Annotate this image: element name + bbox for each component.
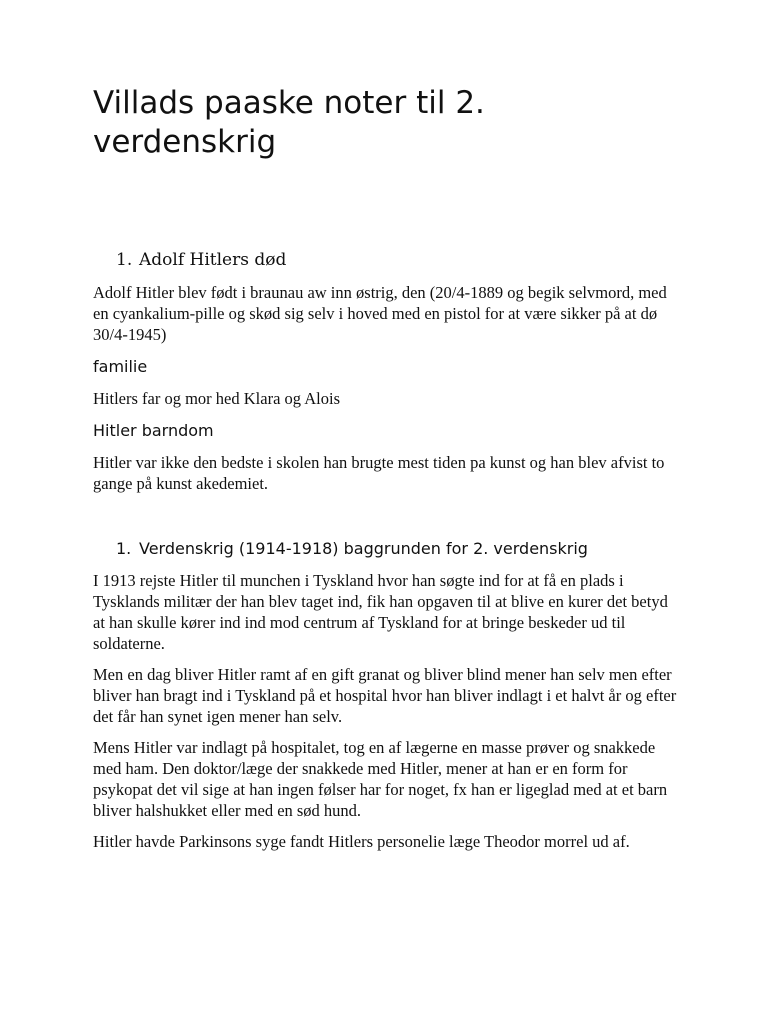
- document-title: Villads paaske noter til 2. verdenskrig: [93, 85, 485, 160]
- section-heading-hitler-barndom: Hitler barndom: [93, 421, 214, 440]
- section-heading-text: Adolf Hitlers død: [139, 250, 287, 270]
- paragraph: Hitler var ikke den bedste i skolen han brugte mest tiden pa kunst og han blev afvist to gange på kunst akedemiet.: [93, 453, 665, 493]
- section-heading-familie: familie: [93, 357, 148, 376]
- section-heading-text: Verdenskrig (1914-1918) baggrunden for 2. verdenskrig: [139, 539, 588, 558]
- section-heading-verdenskrig: [93, 537, 678, 561]
- paragraph: Hitlers far og mor hed Klara og Alois: [93, 389, 340, 408]
- list-number: 1.: [116, 539, 132, 558]
- list-number: 1.: [116, 250, 133, 270]
- document-body: [93, 247, 678, 862]
- paragraph: I 1913 rejste Hitler til munchen i Tyskland hvor han søgte ind for at få en plads i Tysklands militær der han blev taget ind, fik han opgaven til at blive en kurer det betyd at han skulle kører ind ind mod centrum af Tyskland for at bringe beskeder ud til soldaterne.: [93, 571, 668, 653]
- section-heading-adolf-hitlers-dod: [93, 247, 678, 273]
- paragraph: Mens Hitler var indlagt på hospitalet, tog en af lægerne en masse prøver og snakkede med ham. Den doktor/læge der snakkede med Hitler, mener at han er en form for psykopat det vil sige at han ingen følser har for noget, fx han er ligeglad med at et barn bliver halshukket eller med en sød hund.: [93, 738, 668, 820]
- paragraph: Hitler havde Parkinsons syge fandt Hitlers personelie læge Theodor morrel ud af.: [93, 832, 630, 851]
- paragraph: Men en dag bliver Hitler ramt af en gift granat og bliver blind mener han selv men efter bliver han bragt ind i Tyskland på et hospital hvor han bliver indlagt i et halvt år og efter det får han synet igen mener han selv.: [93, 665, 677, 726]
- paragraph: Adolf Hitler blev født i braunau aw inn østrig, den (20/4-1889 og begik selvmord, med en cyankalium-pille og skød sig selv i hoved med en pistol for at være sikker på at dø 30/4-1945): [93, 283, 667, 344]
